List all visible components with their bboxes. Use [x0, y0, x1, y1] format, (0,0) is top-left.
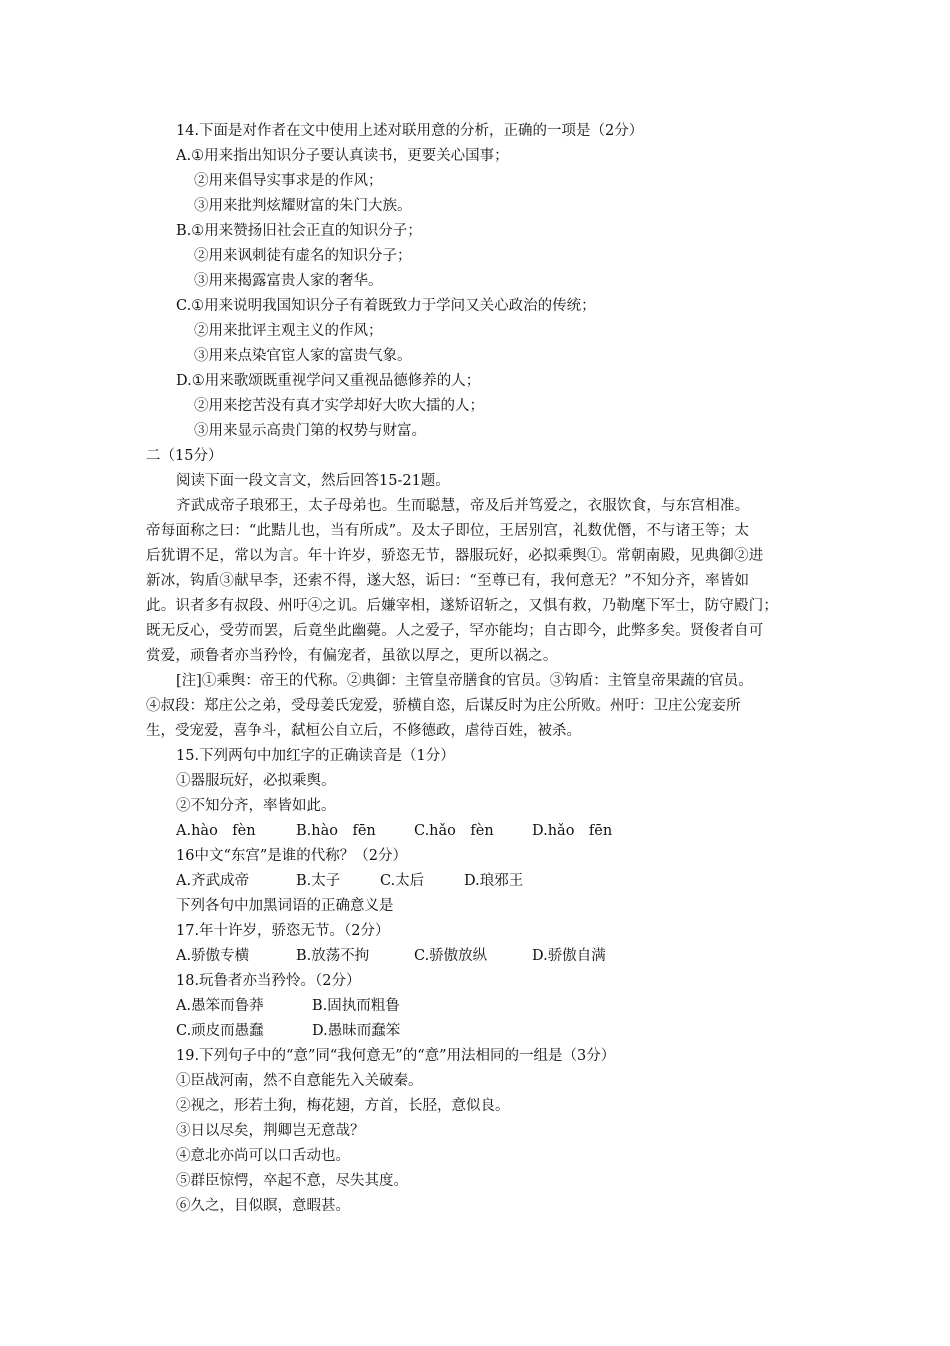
q15-option-a: A.hào fèn — [176, 823, 256, 839]
q17-option-c: C.骄傲放纵 — [414, 948, 488, 964]
q18-stem: 18.玩鲁者亦当矜怜。（2分） — [176, 973, 361, 989]
q18-option-d: D.愚昧而蠢笨 — [312, 1023, 401, 1039]
passage-line: 后犹谓不足，常以为言。年十许岁，骄恣无节，器服玩好，必拟乘舆①。常朝南殿，见典御②进 — [146, 548, 764, 564]
q14-option-d-line-1: D.①用来歌颂既重视学问又重视品德修养的人； — [176, 373, 481, 389]
notes-line: 生，受宠爱，喜争斗，弑桓公自立后，不修德政，虐待百姓，被杀。 — [146, 723, 581, 739]
notes-line: [注]①乘舆：帝王的代称。②典御：主管皇帝膳食的官员。③钩盾：主管皇帝果蔬的官员。 — [176, 673, 753, 689]
notes-line: ④叔段：郑庄公之弟，受母姜氏宠爱，骄横自恣，后谋反时为庄公所败。州吁：卫庄公宠妾所 — [146, 698, 741, 714]
q17-stem: 17.年十许岁，骄恣无节。（2分） — [176, 923, 390, 939]
q14-option-c-line-1: C.①用来说明我国知识分子有着既致力于学问又关心政治的传统； — [176, 298, 596, 314]
q16-stem: 16中文“东宫”是谁的代称？（2分） — [176, 848, 408, 864]
q18-option-c: C.顽皮而愚蠢 — [176, 1023, 264, 1039]
q14-option-b-line-1: B.①用来赞扬旧社会正直的知识分子； — [176, 223, 422, 239]
q18-option-b: B.固执而粗鲁 — [312, 998, 400, 1014]
q17-option-a: A.骄傲专横 — [176, 948, 250, 964]
q14-option-c-line-2: ②用来批评主观主义的作风； — [194, 323, 383, 339]
q15-option-d: D.hǎo fēn — [532, 823, 613, 839]
q14-stem: 14.下面是对作者在文中使用上述对联用意的分析，正确的一项是（2分） — [176, 123, 644, 139]
q15-stem: 15.下列两句中加红字的正确读音是（1分） — [176, 748, 455, 764]
passage-line: 赏爱，顽鲁者亦当矜怜，有偏宠者，虽欲以厚之，更所以祸之。 — [146, 648, 558, 664]
q19-stem: 19.下列句子中的“意”同“我何意无”的“意”用法相同的一组是（3分） — [176, 1048, 616, 1064]
q15-option-c: C.hǎo fèn — [414, 823, 494, 839]
q17-option-b: B.放荡不拘 — [296, 948, 370, 964]
q14-option-c-line-3: ③用来点染官宦人家的富贵气象。 — [194, 348, 412, 364]
passage-line: 齐武成帝子琅邪王，太子母弟也。生而聪慧，帝及后并笃爱之，衣服饮食，与东宫相准。 — [176, 498, 750, 514]
section-intro: 阅读下面一段文言文，然后回答15-21题。 — [176, 473, 450, 489]
q14-option-b-line-3: ③用来揭露富贵人家的奢华。 — [194, 273, 383, 289]
q14-option-a-line-2: ②用来倡导实事求是的作风； — [194, 173, 383, 189]
q14-option-b-line-2: ②用来讽刺徒有虚名的知识分子； — [194, 248, 412, 264]
q19-sentence-1: ①臣战河南，然不自意能先入关破秦。 — [176, 1073, 423, 1089]
q14-option-d-line-2: ②用来挖苦没有真才实学却好大吹大擂的人； — [194, 398, 484, 414]
q16-option-b: B.太子 — [296, 873, 341, 889]
passage-line: 此。识者多有叔段、州吁④之讥。后嫌宰相，遂矫诏斩之，又惧有救，乃勒麾下军士，防守殿门； — [146, 598, 779, 614]
q19-sentence-6: ⑥久之，目似瞑，意暇甚。 — [176, 1198, 350, 1214]
q14-option-a-line-1: A.①用来指出知识分子要认真读书，更要关心国事； — [176, 148, 509, 164]
q16-option-c: C.太后 — [380, 873, 425, 889]
q19-sentence-5: ⑤群臣惊愕，卒起不意，尽失其度。 — [176, 1173, 408, 1189]
q15-option-b: B.hào fēn — [296, 823, 376, 839]
q19-sentence-3: ③日以尽矣，荆卿岂无意哉？ — [176, 1123, 365, 1139]
passage-line: 帝每面称之曰：“此黠儿也，当有所成”。及太子即位，王居别宫，礼数优僭，不与诸王等；太 — [146, 523, 750, 539]
q16-option-d: D.琅邪王 — [464, 873, 524, 889]
q14-option-d-line-3: ③用来显示高贵门第的权势与财富。 — [194, 423, 426, 439]
q16-option-a: A.齐武成帝 — [176, 873, 250, 889]
q15-sentence-2: ②不知分齐，率皆如此。 — [176, 798, 336, 814]
q19-sentence-4: ④意北亦尚可以口舌动也。 — [176, 1148, 350, 1164]
q19-sentence-2: ②视之，形若土狗，梅花翅，方首，长胫，意似良。 — [176, 1098, 510, 1114]
passage-line: 新冰，钩盾③献早李，还索不得，遂大怒，诟曰：“至尊已有，我何意无？”不知分齐，率皆如 — [146, 573, 750, 589]
q18-option-a: A.愚笨而鲁莽 — [176, 998, 264, 1014]
q17-option-d: D.骄傲自满 — [532, 948, 606, 964]
instruction-text: 下列各句中加黑词语的正确意义是 — [176, 898, 394, 914]
passage-line: 既无反心，受劳而罢，后竟坐此幽薨。人之爱子，罕亦能均；自古即今，此弊多矣。贤俊者自可 — [146, 623, 764, 639]
section-heading: 二（15分） — [146, 448, 223, 464]
q15-sentence-1: ①器服玩好，必拟乘舆。 — [176, 773, 336, 789]
q14-option-a-line-3: ③用来批判炫耀财富的朱门大族。 — [194, 198, 412, 214]
